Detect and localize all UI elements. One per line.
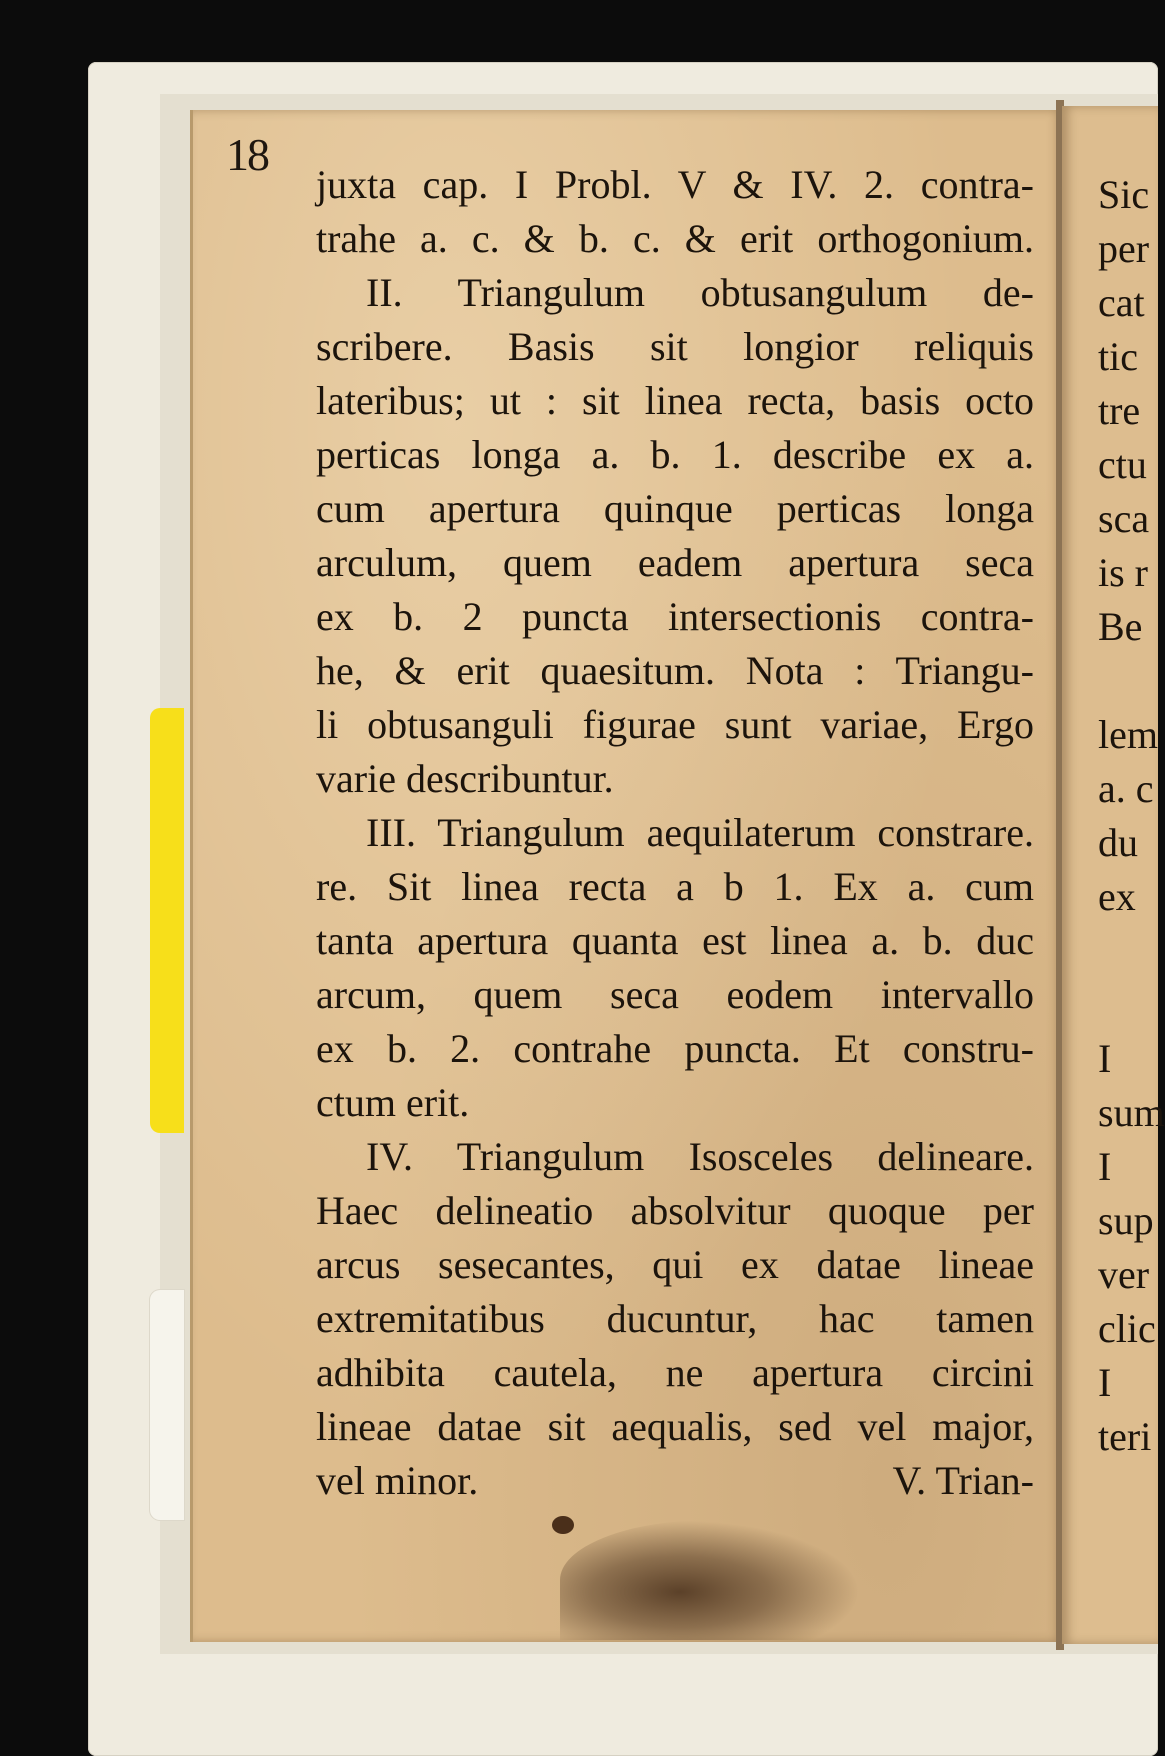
page-number: 18 <box>226 129 268 180</box>
right-page-fragment: I <box>1098 1360 1112 1405</box>
text-line: cum apertura quinque perticas longa <box>316 486 1034 531</box>
text-line: extremitatibus ducuntur, hac tamen <box>316 1296 1034 1341</box>
text-line: arcum, quem seca eodem intervallo <box>316 972 1034 1017</box>
right-page-text-fragments <box>1098 168 1165 1464</box>
text-line: juxta cap. I Probl. V & IV. 2. contra- <box>316 162 1034 207</box>
text-line: he, & erit quaesitum. Nota : Triangu- <box>316 648 1034 693</box>
text-line: arcus sesecantes, qui ex datae lineae <box>316 1242 1034 1287</box>
text-line: re. Sit linea recta a b 1. Ex a. cum <box>316 864 1034 909</box>
right-page-fragment <box>1098 978 1158 1032</box>
right-page-fragment: teri <box>1098 1414 1152 1459</box>
right-page-fragment <box>1098 924 1158 978</box>
text-line: ctum erit. <box>316 1080 470 1125</box>
text-line: ex b. 2 puncta intersectionis contra- <box>316 594 1034 639</box>
text-line: adhibita cautela, ne apertura circini <box>316 1350 1034 1395</box>
text-line: ex b. 2. contrahe puncta. Et constru- <box>316 1026 1034 1071</box>
right-page-fragment: du <box>1098 820 1138 865</box>
right-page-fragment: ctu <box>1098 442 1147 487</box>
right-page-fragment: ver <box>1098 1252 1150 1297</box>
text-line: arculum, quem eadem apertura seca <box>316 540 1034 585</box>
white-bookmark-tab <box>150 1290 184 1520</box>
right-page-fragment: sum <box>1098 1090 1165 1135</box>
text-line: trahe a. c. & b. c. & erit orthogonium. <box>316 216 1034 261</box>
right-page-fragment: lem <box>1098 712 1158 757</box>
right-page-fragment: clic <box>1098 1306 1156 1351</box>
text-line: III. Triangulum aequilaterum constrare. <box>366 810 1034 855</box>
right-page-fragment: ex <box>1098 874 1136 919</box>
right-page-fragment: Sic <box>1098 172 1150 217</box>
right-page-fragment: tic <box>1098 334 1138 379</box>
right-page-fragment: is r <box>1098 550 1148 595</box>
text-line: li obtusanguli figurae sunt variae, Ergo <box>316 702 1034 747</box>
right-page-fragment: a. c <box>1098 766 1154 811</box>
right-page-fragment <box>1098 654 1158 708</box>
right-page-fragment: Be <box>1098 604 1143 649</box>
text-line: II. Triangulum obtusangulum de- <box>366 270 1034 315</box>
ink-stain <box>560 1520 860 1640</box>
yellow-bookmark-tab <box>150 708 184 1133</box>
page-text-block <box>316 158 1034 1508</box>
text-line: tanta apertura quanta est linea a. b. duc <box>316 918 1034 963</box>
text-line: IV. Triangulum Isosceles delineare. <box>366 1134 1034 1179</box>
right-page-fragment: sca <box>1098 496 1150 541</box>
right-page-fragment: I <box>1098 1036 1112 1081</box>
right-page-fragment: sup <box>1098 1198 1154 1243</box>
ink-stain-dot <box>552 1516 574 1534</box>
text-line: vel minor. <box>316 1458 479 1503</box>
text-line: lineae datae sit aequalis, sed vel major, <box>316 1404 1034 1449</box>
text-line: scribere. Basis sit longior reliquis <box>316 324 1034 369</box>
right-page-fragment: tre <box>1098 388 1141 433</box>
right-page-fragment: cat <box>1098 280 1145 325</box>
right-page-fragment: I <box>1098 1144 1112 1189</box>
text-line: varie describuntur. <box>316 756 614 801</box>
text-line: lateribus; ut : sit linea recta, basis octo <box>316 378 1034 423</box>
text-line: perticas longa a. b. 1. describe ex a. <box>316 432 1034 477</box>
text-line: Haec delineatio absolvitur quoque per <box>316 1188 1034 1233</box>
right-page-fragment: per <box>1098 226 1150 271</box>
catchword: V. Trian- <box>892 1458 1034 1503</box>
